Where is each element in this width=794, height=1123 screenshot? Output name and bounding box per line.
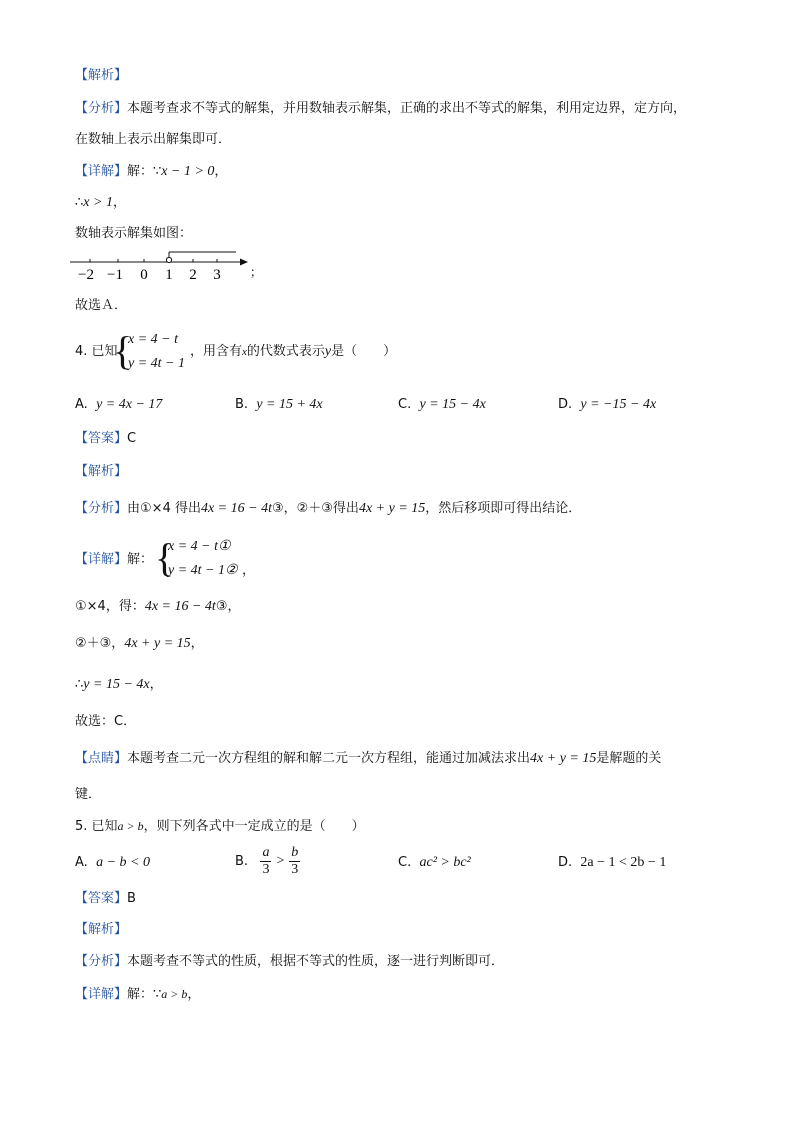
q4-step1-expr: 4x = 16 − 4t	[144, 599, 216, 614]
q4-stem-rest	[190, 343, 396, 361]
option-letter: A.	[75, 855, 88, 870]
q4-detail-prefix: 解：	[127, 552, 154, 567]
q3-fenxi-tag: 【分析】	[75, 101, 128, 116]
q5-detail	[75, 985, 200, 1004]
q4-step2-suffix: ，	[190, 636, 204, 651]
q5-stem-expr: a > b	[117, 819, 144, 833]
q5-fenxi-tag: 【分析】	[75, 954, 128, 969]
q4-detail-eq1: x = 4 − t①	[168, 539, 231, 554]
q4-step2	[75, 635, 204, 653]
open-point	[166, 257, 171, 262]
q5-stem-num: 5. 已知	[75, 819, 118, 834]
q4-step2-expr: 4x + y = 15	[124, 636, 191, 651]
q4-dianjing	[75, 750, 661, 768]
number-line	[66, 246, 266, 286]
q4-option-b[interactable]	[235, 396, 323, 414]
q5-stem	[75, 817, 365, 836]
q4-step3-suffix: ，	[149, 677, 163, 692]
q4-detail-suffix: ，	[242, 563, 256, 578]
option-letter: C.	[398, 397, 412, 412]
tick-label: 0	[140, 267, 148, 283]
fraction-numerator: a	[262, 845, 270, 860]
q3-detail-tag: 【详解】	[75, 164, 128, 179]
q5-detail-prefix: 解：∵	[127, 987, 162, 1002]
q3-detail-suffix: ，	[214, 164, 228, 179]
q4-option-a[interactable]	[75, 396, 162, 414]
q5-stem-end: ，则下列各式中一定成立的是（ ）	[143, 819, 365, 834]
q4-fenxi-c: ，然后移项即可得出结论．	[425, 501, 582, 516]
therefore-symbol: ∴	[75, 195, 84, 210]
q4-detail-brace: {	[155, 535, 175, 580]
q4-fenxi-a: 由①×4 得出	[127, 501, 201, 516]
q3-detail-prefix: 解：∵	[127, 164, 162, 179]
q5-detail-suffix: ，	[187, 987, 201, 1002]
fraction-numerator: b	[291, 845, 299, 860]
q4-dianjing-b: 是解题的关	[596, 751, 662, 766]
q4-step1	[75, 598, 240, 616]
q4-sys-eq1: x = 4 − t	[128, 332, 178, 347]
option-letter: D.	[558, 855, 573, 870]
tick-label: −1	[107, 267, 123, 283]
q4-dianjing-a: 本题考查二元一次方程组的解和解二元一次方程组，能通过加减法求出	[127, 751, 531, 766]
option-expr: y = −15 − 4x	[580, 397, 657, 412]
q5-answer-value: B	[127, 891, 136, 906]
q4-brace: {	[113, 328, 133, 373]
q5-option-d[interactable]	[558, 854, 666, 872]
q5-detail-expr: a > b	[161, 987, 188, 1001]
q4-detail-eq2: y = 4t − 1②	[168, 563, 238, 578]
q4-stem-var-x: x	[242, 346, 247, 358]
q5-analysis-tag: 【解析】	[75, 922, 128, 937]
q5-answer	[75, 890, 136, 908]
fraction-a-over-3	[260, 845, 271, 878]
q3-detail-expr: x − 1 > 0	[161, 164, 215, 179]
q3-fenxi-line2: 在数轴上表示出解集即可．	[75, 132, 232, 147]
q3-therefore-suffix: ，	[112, 195, 126, 210]
q4-option-c[interactable]	[398, 396, 486, 414]
q3-fenxi-text1: 本题考查求不等式的解集，并用数轴表示解集，正确的求出不等式的解集，利用定边界，定方向，	[127, 101, 687, 116]
q4-stem-var-y: y	[324, 344, 332, 359]
option-expr: 2a − 1 < 2b − 1	[580, 855, 667, 870]
q4-fenxi-tag: 【分析】	[75, 501, 128, 516]
option-expr: y = 15 − 4x	[419, 397, 486, 412]
q5-option-a[interactable]	[75, 854, 150, 872]
therefore-symbol: ∴	[75, 677, 84, 692]
fraction-b-over-3	[289, 845, 300, 878]
q4-answer	[75, 430, 136, 448]
q4-step1-prefix: ①×4，得：	[75, 599, 145, 614]
q4-step1-suffix: ③，	[215, 599, 241, 614]
option-expr: y = 4x − 17	[96, 397, 163, 412]
q4-stem-mid: ，用含有	[190, 344, 243, 359]
q5-option-b[interactable]	[235, 845, 300, 878]
fraction-denominator: 3	[291, 862, 299, 877]
q3-therefore	[75, 194, 126, 212]
q3-numberline-caption: 数轴表示解集如图：	[75, 226, 193, 241]
number-line-trailing: ；	[250, 265, 263, 279]
option-letter: B.	[235, 854, 249, 869]
q4-option-d[interactable]	[558, 396, 656, 414]
option-expr: ac² > bc²	[419, 855, 471, 870]
option-letter: D.	[558, 397, 573, 412]
q4-answer-value: C	[127, 431, 137, 446]
q4-sys-eq2: y = 4t − 1	[128, 356, 185, 371]
q3-therefore-expr: x > 1	[83, 195, 113, 210]
q4-dianjing-c: 键．	[75, 787, 102, 802]
option-expr: a − b < 0	[96, 855, 150, 870]
q4-fenxi-b: ③，②＋③得出	[271, 501, 359, 516]
q3-fenxi-line1	[75, 100, 686, 118]
q4-step3-expr: y = 15 − 4x	[83, 677, 150, 692]
q5-option-c[interactable]	[398, 854, 471, 872]
q5-fenxi-text: 本题考查不等式的性质，根据不等式的性质，逐一进行判断即可．	[127, 954, 505, 969]
q4-dianjing-expr: 4x + y = 15	[530, 751, 597, 766]
q4-stem-mid2: 的代数式表示	[246, 344, 325, 359]
tick-label: 3	[213, 267, 221, 283]
q4-dianjing-tag: 【点睛】	[75, 751, 128, 766]
tick-label: 2	[189, 267, 197, 283]
q3-analysis-tag: 【解析】	[75, 68, 128, 83]
q4-fenxi-expr1: 4x = 16 − 4t	[200, 501, 272, 516]
tick-label: −2	[78, 267, 94, 283]
q4-detail-prefix-line	[75, 551, 153, 569]
q5-fenxi	[75, 953, 504, 971]
q4-stem-num: 4. 已知	[75, 344, 118, 359]
fraction-denominator: 3	[262, 862, 270, 877]
q4-fenxi	[75, 500, 581, 518]
q3-choose: 故选Ａ．	[75, 298, 128, 313]
relation-symbol: >	[275, 853, 286, 869]
tick-label: 1	[165, 267, 173, 283]
option-letter: B.	[235, 397, 249, 412]
q4-stem-end: 是（ ）	[331, 344, 397, 359]
q4-step2-prefix: ②＋③，	[75, 636, 125, 651]
q4-step3	[75, 676, 163, 694]
option-letter: A.	[75, 397, 88, 412]
q5-detail-tag: 【详解】	[75, 987, 128, 1002]
option-expr: y = 15 + 4x	[256, 397, 323, 412]
q4-detail-tag: 【详解】	[75, 552, 128, 567]
option-letter: C.	[398, 855, 412, 870]
q3-detail	[75, 163, 227, 181]
q4-choose: 故选：C．	[75, 714, 137, 729]
q4-fenxi-expr2: 4x + y = 15	[358, 501, 426, 516]
q5-answer-tag: 【答案】	[75, 891, 128, 906]
q4-answer-tag: 【答案】	[75, 431, 128, 446]
q4-analysis-tag: 【解析】	[75, 464, 128, 479]
